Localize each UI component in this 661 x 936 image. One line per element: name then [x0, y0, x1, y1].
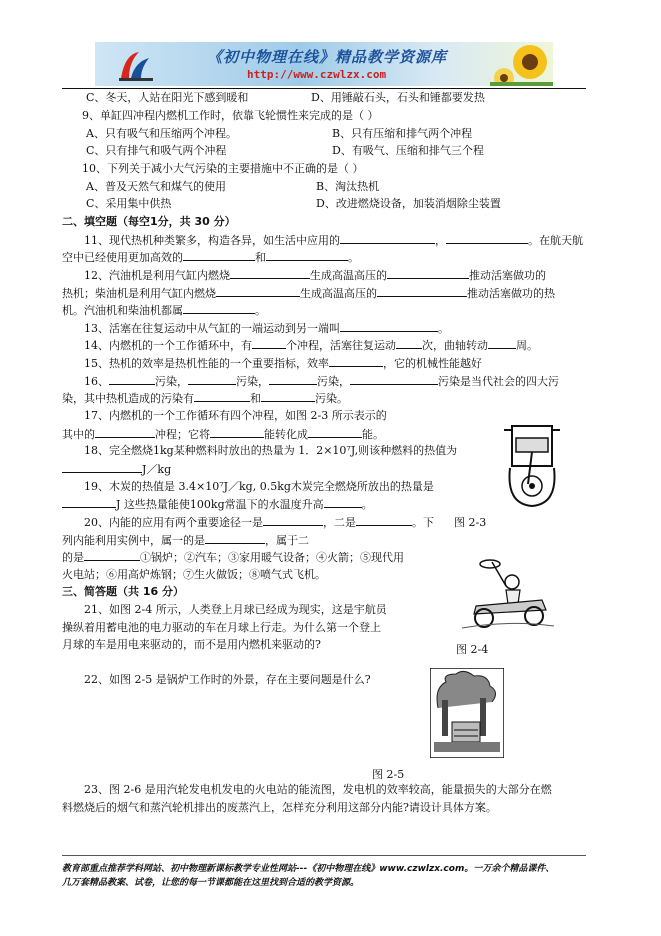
q10-option-c: C、采用集中供热: [86, 197, 172, 210]
engine-cylinder-figure: [500, 418, 564, 510]
q12-line-2: 热机；柴油机是利用气缸内燃烧 生成高温高压的 推动活塞做功的热: [62, 287, 555, 300]
lunar-rover-figure: [462, 556, 554, 632]
header-rule: [62, 88, 586, 89]
banner-url: http://www.czwlzx.com: [247, 68, 387, 81]
q20-line-3: 的是 ①锅炉；②汽车；③家用暖气设备；④火箭；⑤现代用: [62, 551, 404, 564]
q13: 13、活塞在往复运动中从气缸的一端运动到另一端叫 。: [84, 322, 449, 335]
q20-line-1: 20、内能的应用有两个重要途径一是 ，二是 。下: [84, 516, 434, 529]
q11-line-2: 空中已经使用更加高效的 和 。: [62, 251, 359, 264]
section-2-heading: 二、填空题（每空1分，共 30 分）: [62, 215, 236, 228]
figure-2-5-caption: 图 2-5: [372, 768, 405, 781]
q23-line-1: 23、图 2-6 是用汽轮发电机发电的火电站的能流图，发电机的效率较高，能量损失的大部分在燃: [84, 783, 552, 796]
q10-option-a: A、普及天然气和煤气的使用: [86, 180, 226, 193]
q18-line-1: 18、完全燃烧1kg某种燃料时放出的热量为 1．2×10⁷J,则该种燃料的热值为: [84, 444, 458, 457]
q15: 15、热机的效率是热机性能的一个重要指标，效率 ，它的机械性能越好: [84, 357, 482, 370]
q9-stem: 9、单缸四冲程内燃机工作时，依靠飞轮惯性来完成的是（ ）: [82, 109, 379, 122]
footer-line-2: 几万套精品教案、试卷，让您的每一节课都能在这里找到合适的教学资源。: [62, 878, 360, 888]
q8-option-d: D、用锤敲石头，石头和锤都要发热: [311, 91, 485, 104]
q21-line-3: 月球的车是用电来驱动的，而不是用内燃机来驱动的?: [62, 638, 321, 651]
section-3-heading: 三、简答题（共 16 分）: [62, 585, 184, 598]
q22: 22、如图 2-5 是锅炉工作时的外景，存在主要问题是什么?: [84, 673, 371, 686]
q14: 14、内燃机的一个工作循环中，有 个冲程，活塞往复运动 次，曲轴转动 周。: [84, 339, 538, 352]
q16-line-1: 16、 污染， 污染， 污染， 污染是当代社会的四大污: [84, 375, 559, 388]
q16-line-2: 染，其中热机造成的污染有 和 污染。: [62, 392, 348, 405]
banner-title: 《初中物理在线》精品教学资源库: [207, 48, 448, 66]
figure-2-4-caption: 图 2-4: [456, 643, 489, 656]
site-logo-icon: [117, 48, 157, 82]
q18-line-2: J／kg: [62, 462, 171, 476]
sunflower-icon: [490, 42, 553, 86]
q20-line-2: 列内能利用实例中，属一的是 ，属于二: [62, 534, 309, 547]
q23-line-2: 料燃烧后的烟气和蒸汽轮机排出的废蒸汽上，怎样充分利用这部分内能?请设计具体方案。: [62, 801, 497, 814]
q8-option-c: C、冬天，人站在阳光下感到暖和: [86, 91, 249, 104]
q10-stem: 10、下列关于减小大气污染的主要措施中不正确的是（ ）: [82, 162, 364, 175]
q9-option-a: A、只有吸气和压缩两个冲程。: [86, 127, 237, 140]
q9-option-b: B、只有压缩和排气两个冲程: [332, 127, 473, 140]
q12-line-1: 12、汽油机是利用气缸内燃烧 生成高温高压的 推动活塞做功的: [84, 269, 546, 282]
q10-option-b: B、淘汰热机: [316, 180, 380, 193]
q20-line-4: 火电站；⑥用高炉炼钢；⑦生火做饭；⑧喷气式飞机。: [62, 568, 326, 581]
q9-option-d: D、有吸气、压缩和排气三个程: [332, 144, 484, 157]
q19-line-1: 19、木炭的热值是 3.4×10⁷J／kg, 0.5kg木炭完全燃烧所放出的热量是: [84, 480, 434, 493]
q9-option-c: C、只有排气和吸气两个冲程: [86, 144, 227, 157]
q21-line-1: 21、如图 2-4 所示，人类登上月球已经成为现实，这是宇航员: [84, 603, 387, 616]
footer-text: [62, 862, 592, 890]
q17-line-2: 其中的 冲程；它将 能转化成 能。: [62, 428, 384, 441]
q19-line-2: J 这些热量能使100kg常温下的水温度升高 。: [62, 497, 373, 511]
q10-option-d: D、改进燃烧设备，加装消烟除尘装置: [316, 197, 501, 210]
header-banner: [95, 42, 553, 86]
q17-line-1: 17、内燃机的一个工作循环有四个冲程，如图 2-3 所示表示的: [84, 409, 387, 422]
footer-line-1: 教育部重点推荐学科网站、初中物理新课标教学专业性网站---《初中物理在线》www.czwlzx.com。一万余个精品课件、: [62, 864, 555, 874]
q12-line-3: 机。汽油机和柴油机都属 。: [62, 304, 266, 317]
footer-rule: [62, 855, 586, 856]
boiler-smoke-figure: [430, 668, 504, 758]
q21-line-2: 操纵着用蓄电池的电力驱动的车在月球上行走。为什么第一个登上: [62, 621, 381, 634]
q11-line-1: 11、现代热机种类繁多，构造各异，如生活中应用的 ， 。在航天航: [84, 234, 583, 247]
figure-2-3-caption: 图 2-3: [454, 516, 487, 529]
